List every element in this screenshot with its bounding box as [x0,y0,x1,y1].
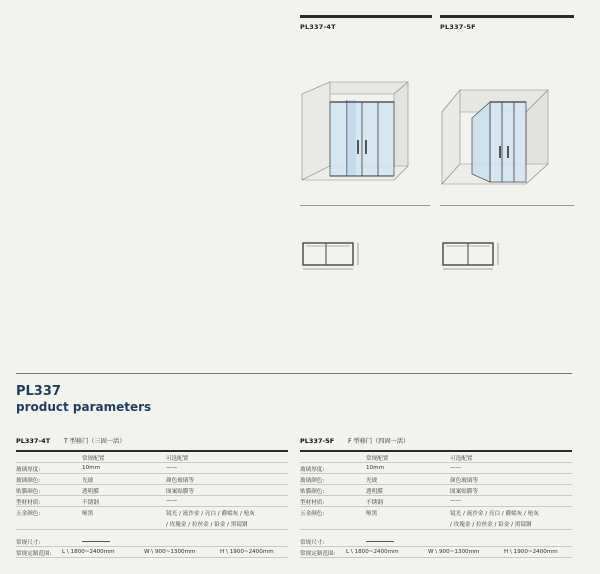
image-divider-right [440,205,574,206]
col-optional: 可选配置 [450,455,473,462]
table-row: 五金颜色: 哑黑 镜光 / 流沙金 / 亮白 / 爵蛤灰 / 枪灰 / 玫瑰金 / 拉丝金 / 铅金 / 黑镜钢 [16,507,288,530]
shower-render-5f [440,88,550,188]
image-label-4t: PL337-4T [300,23,336,31]
table-col-headers [16,452,288,463]
table-model: PL337-5F [300,437,335,445]
table-header [16,436,288,448]
top-rule-left [300,15,432,18]
col-optional: 可选配置 [166,455,189,462]
table-row: 玻璃颜色: 光玻 颜色玻璃等 [16,474,288,485]
table-model: PL337-4T [16,437,51,445]
table-door-type: F 型移门（四固一活） [348,438,410,445]
table-row-size: 常规尺寸: [16,536,288,547]
table-row: 型材材质: 不锈钢 —— [16,496,288,507]
table-row-custom: 常规定制范围: L \ 1800~2400mm W \ 900~1300mm H \ 1900~2400mm [16,547,288,558]
table-row: 贴膜颜色: 透明膜 图案贴膜等 [300,485,572,496]
image-label-5f: PL337-5F [440,23,476,31]
table-row: 型材材质: 不锈钢 —— [300,496,572,507]
table-row: 贴膜颜色: 透明膜 图案贴膜等 [16,485,288,496]
shower-render-4t [300,80,410,188]
table-col-headers [300,452,572,463]
image-divider-left [300,205,430,206]
series-title: PL337 [16,384,61,399]
top-rule-right [440,15,574,18]
size-dash [82,541,110,542]
table-row-size: 常规尺寸: [300,536,572,547]
table-row: 玻璃厚度: 10mm —— [300,463,572,474]
table-row-custom: 常规定制范围: L \ 1800~2400mm W \ 900~1300mm H \ 1900~2400mm [300,547,572,558]
series-subtitle: product parameters [16,400,152,414]
plan-view-5f [442,240,504,272]
table-header [300,436,572,448]
size-dash [366,541,394,542]
table-door-type: T 型移门（三固一活） [64,438,126,445]
table-row: 玻璃厚度: 10mm —— [16,463,288,474]
plan-view-4t [302,240,364,272]
col-standard: 常规配置 [82,455,105,462]
table-row: 玻璃颜色: 光玻 颜色玻璃等 [300,474,572,485]
params-table-4t [16,436,288,558]
col-standard: 常规配置 [366,455,389,462]
params-table-5f [300,436,572,558]
table-row: 五金颜色: 哑黑 镜光 / 流沙金 / 亮白 / 爵蛤灰 / 枪灰 / 玫瑰金 / 拉丝金 / 铅金 / 黑镜钢 [300,507,572,530]
section-rule [16,373,572,374]
